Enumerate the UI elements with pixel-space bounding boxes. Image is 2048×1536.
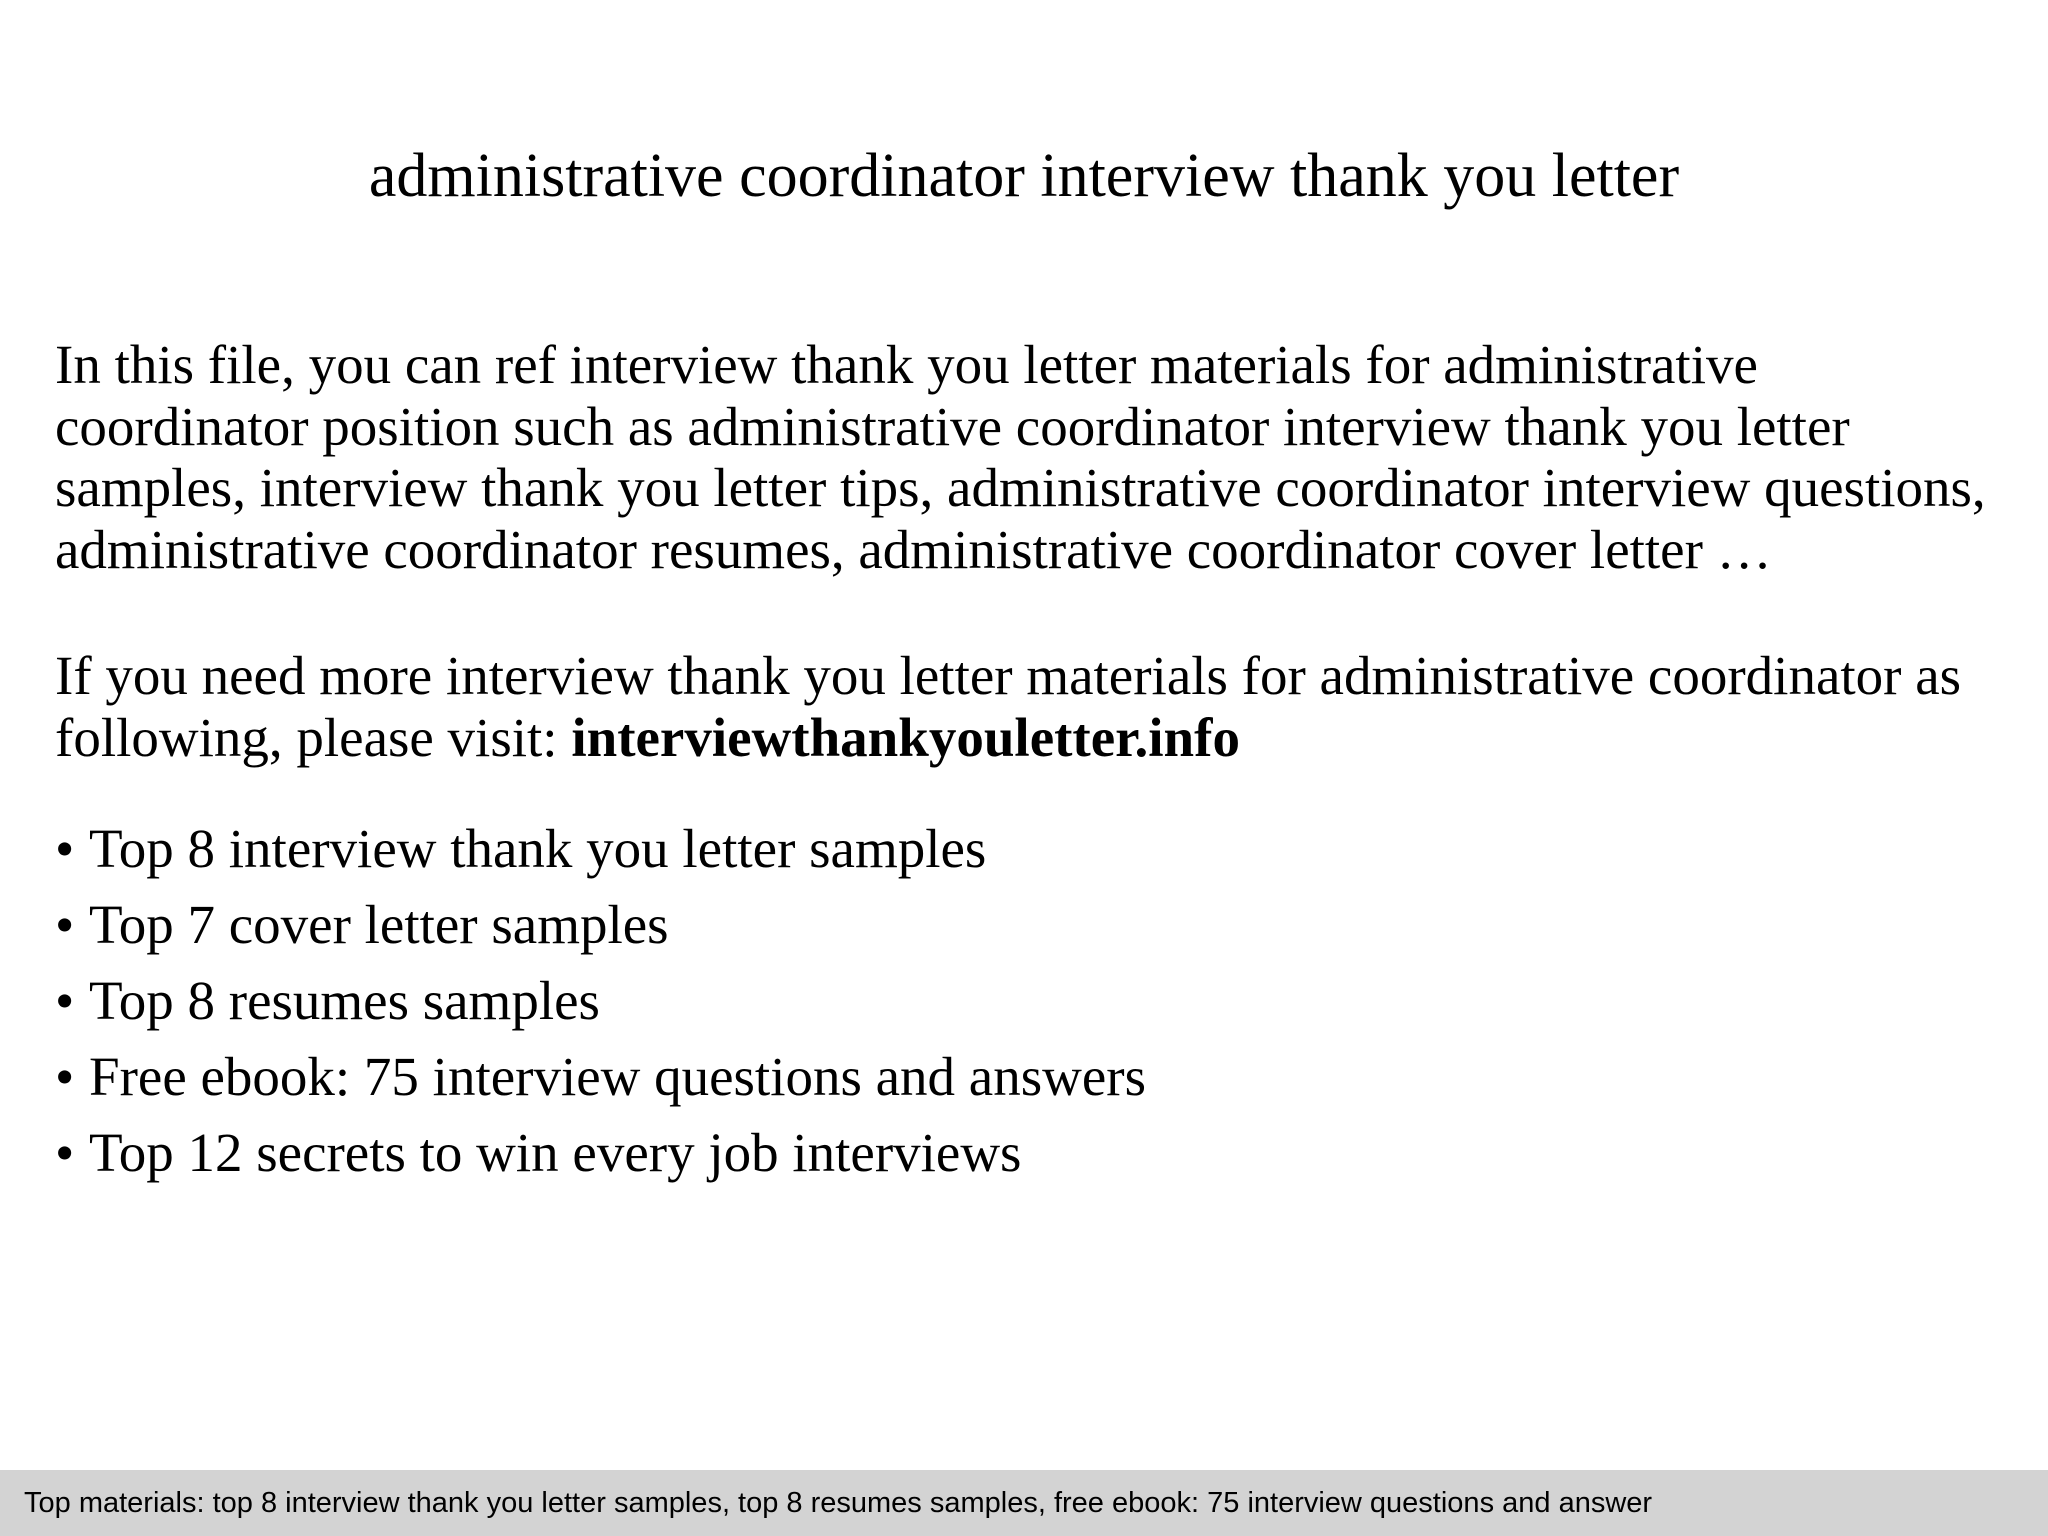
list-item	[55, 818, 2015, 894]
visit-paragraph-text: If you need more interview thank you letter materials for administrative coordinator as following, please visit:	[55, 645, 1962, 768]
document-body	[55, 334, 2015, 1198]
list-item-label: Top 8 interview thank you letter samples	[89, 818, 987, 879]
list-item	[55, 1122, 2015, 1198]
bullet-icon: •	[55, 894, 75, 955]
bullet-icon: •	[55, 818, 75, 879]
footer-text: Top materials: top 8 interview thank you letter samples, top 8 resumes samples, free ebook: 75 interview questions and answer	[24, 1487, 1653, 1519]
list-item-label: Free ebook: 75 interview questions and answers	[89, 1046, 1146, 1107]
bullet-icon: •	[55, 1046, 75, 1107]
intro-paragraph: In this file, you can ref interview thank you letter materials for administrative coordinator position such as administrative coordinator interview thank you letter samples, interview thank you letter tips, administrative coordinator interview questions, administrative coordinator resumes, administrative coordinator cover letter …	[55, 334, 1986, 580]
list-item-label: Top 7 cover letter samples	[89, 894, 669, 955]
list-item-label: Top 12 secrets to win every job interviews	[89, 1122, 1022, 1183]
materials-list	[55, 818, 2015, 1198]
website-link[interactable]: interviewthankyouletter.info	[571, 706, 1240, 768]
list-item-label: Top 8 resumes samples	[89, 970, 600, 1031]
list-item	[55, 1046, 2015, 1122]
list-item	[55, 970, 2015, 1046]
list-item	[55, 894, 2015, 970]
bullet-icon: •	[55, 1122, 75, 1183]
visit-paragraph	[55, 645, 2015, 768]
bullet-icon: •	[55, 970, 75, 1031]
footer-bar	[0, 1470, 2048, 1536]
page-title: administrative coordinator interview thank you letter	[368, 142, 1680, 210]
